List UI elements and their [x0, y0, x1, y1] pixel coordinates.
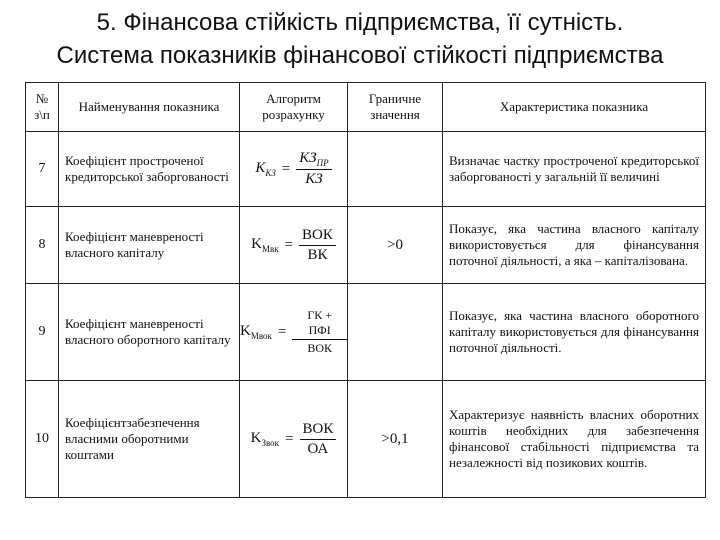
formula-numerator: ГК + ПФІ — [292, 308, 347, 340]
formula-denominator: ОА — [307, 440, 329, 457]
formula-lhs: $K_{КЗ}$ — [255, 160, 276, 178]
formula-denominator: КЗ — [305, 171, 323, 187]
header-description: Характеристика показника — [443, 83, 706, 132]
table-row — [26, 132, 706, 207]
header-limit: Граничне значення — [348, 83, 443, 132]
row-limit: >0,1 — [348, 381, 443, 498]
row-limit: >0 — [348, 207, 443, 284]
row-num: 10 — [26, 381, 59, 498]
row-num: 7 — [26, 132, 59, 207]
formula-lhs: $K_{Звок}$ — [250, 430, 280, 448]
table-row — [26, 284, 706, 381]
row-name: Коефіцієнтзабезпечення власними оборотними коштами — [59, 381, 240, 498]
row-limit — [348, 132, 443, 207]
title-line-1: 5. Фінансова стійкість підприємства, її сутність. — [96, 9, 624, 36]
table-row — [26, 207, 706, 284]
header-name: Найменування показника — [59, 83, 240, 132]
page-title — [0, 6, 720, 72]
header-algorithm: Алгоритм розрахунку — [240, 83, 348, 132]
row-name: Коефіцієнт простроченої кредиторської заборгованості — [59, 132, 240, 207]
row-name: Коефіцієнт маневреності власного оборотного капіталу — [59, 284, 240, 381]
indicators-table — [25, 82, 706, 498]
row-num: 9 — [26, 284, 59, 381]
formula-lhs: $K_{Мвк}$ — [251, 236, 279, 254]
formula-numerator: ВОК — [299, 227, 336, 246]
row-name: Коефіцієнт маневреності власного капіталу — [59, 207, 240, 284]
row-limit — [348, 284, 443, 381]
title-line-2: Система показників фінансової стійкості підприємства — [56, 42, 664, 69]
formula-denominator: ВОК — [307, 341, 333, 355]
row-formula: $K_{КЗ}$ = $КЗ_{ПР}$ КЗ — [240, 132, 348, 207]
formula-denominator: ВК — [307, 246, 328, 263]
row-formula: $K_{Звок}$ = ВОК ОА — [240, 381, 348, 498]
row-num: 8 — [26, 207, 59, 284]
table-row — [26, 381, 706, 498]
row-description: Показує, яка частина власного оборотного капіталу використовується для фінансування поточної діяльності. — [443, 284, 706, 381]
row-description: Характеризує наявність власних оборотних коштів необхідних для забезпечення фінансової стабільності підприємства та незалежності від позикових коштів. — [443, 381, 706, 498]
row-formula: $K_{Мвок}$ = ГК + ПФІ ВОК — [240, 284, 348, 381]
table-header-row — [26, 83, 706, 132]
row-formula: $K_{Мвк}$ = ВОК ВК — [240, 207, 348, 284]
row-description: Показує, яка частина власного капіталу використовується для фінансування поточної діяльності, а яка – капіталізована. — [443, 207, 706, 284]
formula-numerator: ВОК — [300, 421, 337, 440]
formula-numerator: $КЗ_{ПР}$ — [296, 150, 331, 170]
row-description: Визначає частку простроченої кредиторської заборгованості у загальній її величині — [443, 132, 706, 207]
header-num: № з\п — [26, 83, 59, 132]
formula-lhs: $K_{Мвок}$ — [240, 323, 272, 341]
